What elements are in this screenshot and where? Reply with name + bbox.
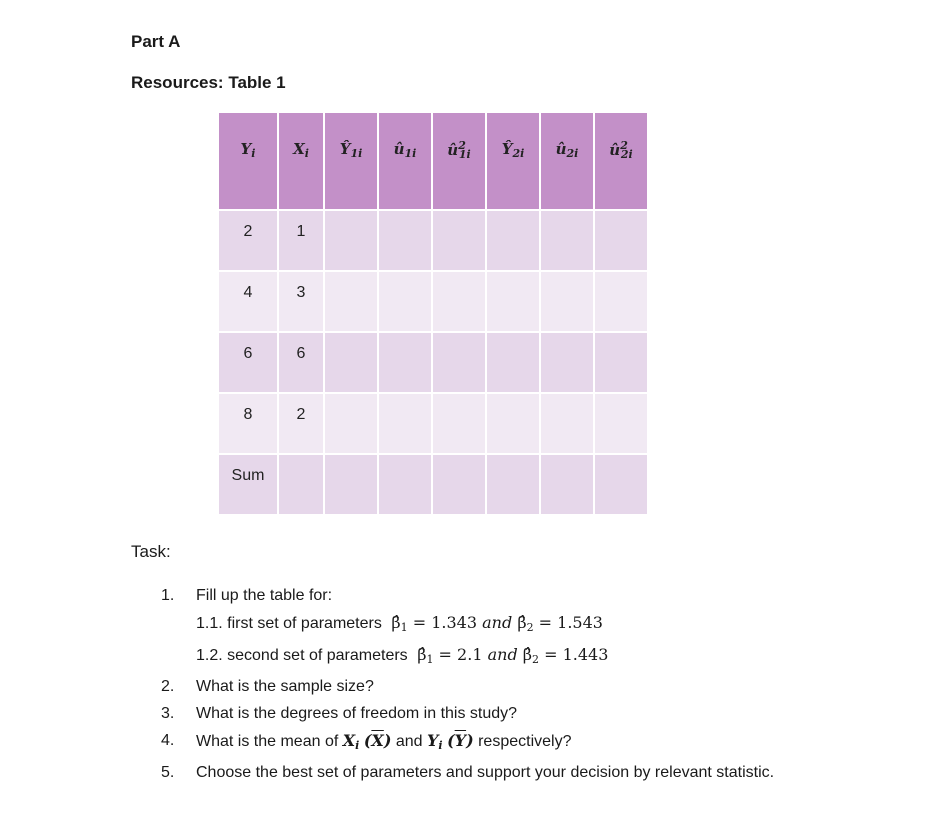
empty-cell (325, 333, 377, 392)
task-item (161, 673, 921, 700)
empty-cell (379, 211, 431, 270)
table-header-row (219, 113, 647, 209)
task-text: What is the sample size? (196, 678, 374, 695)
task-item (161, 582, 921, 609)
task-number: 5. (161, 764, 175, 781)
empty-cell (379, 272, 431, 331)
empty-cell (541, 455, 593, 514)
part-title: Part A (131, 32, 181, 51)
empty-cell (433, 211, 485, 270)
task-item (161, 759, 921, 786)
header-yhat-2: $Ŷ_{2i}$ (487, 113, 539, 209)
empty-cell (595, 394, 647, 453)
cell-y: 4 (219, 272, 277, 331)
header-x: $X_i$ (279, 113, 323, 209)
task-number: 1. (161, 587, 175, 604)
task-item: 4. What is the mean of Xi $(\overline{X})$ and Yi $(\overline{Y})$ respectively? (161, 727, 921, 759)
empty-cell (433, 394, 485, 453)
empty-cell (541, 272, 593, 331)
empty-cell (433, 333, 485, 392)
empty-cell (379, 333, 431, 392)
empty-cell (325, 455, 377, 514)
empty-cell (487, 394, 539, 453)
empty-cell (325, 211, 377, 270)
empty-cell (433, 455, 485, 514)
empty-cell (487, 455, 539, 514)
resources-title: Resources: Table 1 (131, 73, 286, 92)
task-text: Fill up the table for: (196, 587, 333, 604)
empty-cell (541, 211, 593, 270)
table-row (219, 211, 647, 270)
empty-cell (487, 333, 539, 392)
empty-cell (279, 455, 323, 514)
task-subitem: 1.1. first set of parameters β̂1 = 1.343 and β̂2 = 1.543 (196, 613, 603, 634)
header-uhat-1: $û_{1i}$ (379, 113, 431, 209)
table-row (219, 333, 647, 392)
task-number: 2. (161, 678, 175, 695)
header-uhat-1-squared: $û^2_{1i}$ (433, 113, 485, 209)
cell-x: 2 (279, 394, 323, 453)
task-list (161, 582, 921, 786)
cell-x: 1 (279, 211, 323, 270)
empty-cell (595, 333, 647, 392)
header-uhat-2: $û_{2i}$ (541, 113, 593, 209)
empty-cell (595, 455, 647, 514)
beta1-value: 1.343 (431, 613, 478, 632)
header-uhat-2-squared: $û^2_{2i}$ (595, 113, 647, 209)
task-subitem: 1.2. second set of parameters β̂1 = 2.1 and β̂2 = 1.443 (196, 645, 609, 666)
beta2-value: 1.443 (562, 645, 609, 664)
regression-table (217, 111, 649, 516)
empty-cell (595, 211, 647, 270)
header-y: $Y_i$ (219, 113, 277, 209)
empty-cell (379, 455, 431, 514)
subtask-text: 1.1. first set of parameters (196, 615, 382, 632)
empty-cell (595, 272, 647, 331)
sum-row (219, 455, 647, 514)
empty-cell (325, 394, 377, 453)
sum-label: Sum (219, 455, 277, 514)
subtask-text: 1.2. second set of parameters (196, 647, 408, 664)
header-yhat-1: $Ŷ_{1i}$ (325, 113, 377, 209)
cell-x: 6 (279, 333, 323, 392)
beta1-value: 2.1 (457, 645, 483, 664)
empty-cell (379, 394, 431, 453)
task-number: 3. (161, 705, 175, 722)
empty-cell (487, 272, 539, 331)
cell-y: 6 (219, 333, 277, 392)
task-text: Choose the best set of parameters and support your decision by relevant statistic. (196, 764, 775, 781)
task-text: What is the degrees of freedom in this study? (196, 705, 518, 722)
cell-x: 3 (279, 272, 323, 331)
cell-y: 2 (219, 211, 277, 270)
beta2-value: 1.543 (557, 613, 603, 632)
task-text-and: and (395, 733, 423, 750)
task-number: 4. (161, 732, 175, 749)
task-text: What is the mean of (196, 733, 339, 750)
empty-cell (433, 272, 485, 331)
empty-cell (541, 333, 593, 392)
task-item (161, 700, 921, 727)
task-label: Task: (131, 542, 171, 561)
cell-y: 8 (219, 394, 277, 453)
task-text: respectively? (478, 733, 572, 750)
empty-cell (325, 272, 377, 331)
empty-cell (487, 211, 539, 270)
table-row (219, 272, 647, 331)
table-row (219, 394, 647, 453)
empty-cell (541, 394, 593, 453)
